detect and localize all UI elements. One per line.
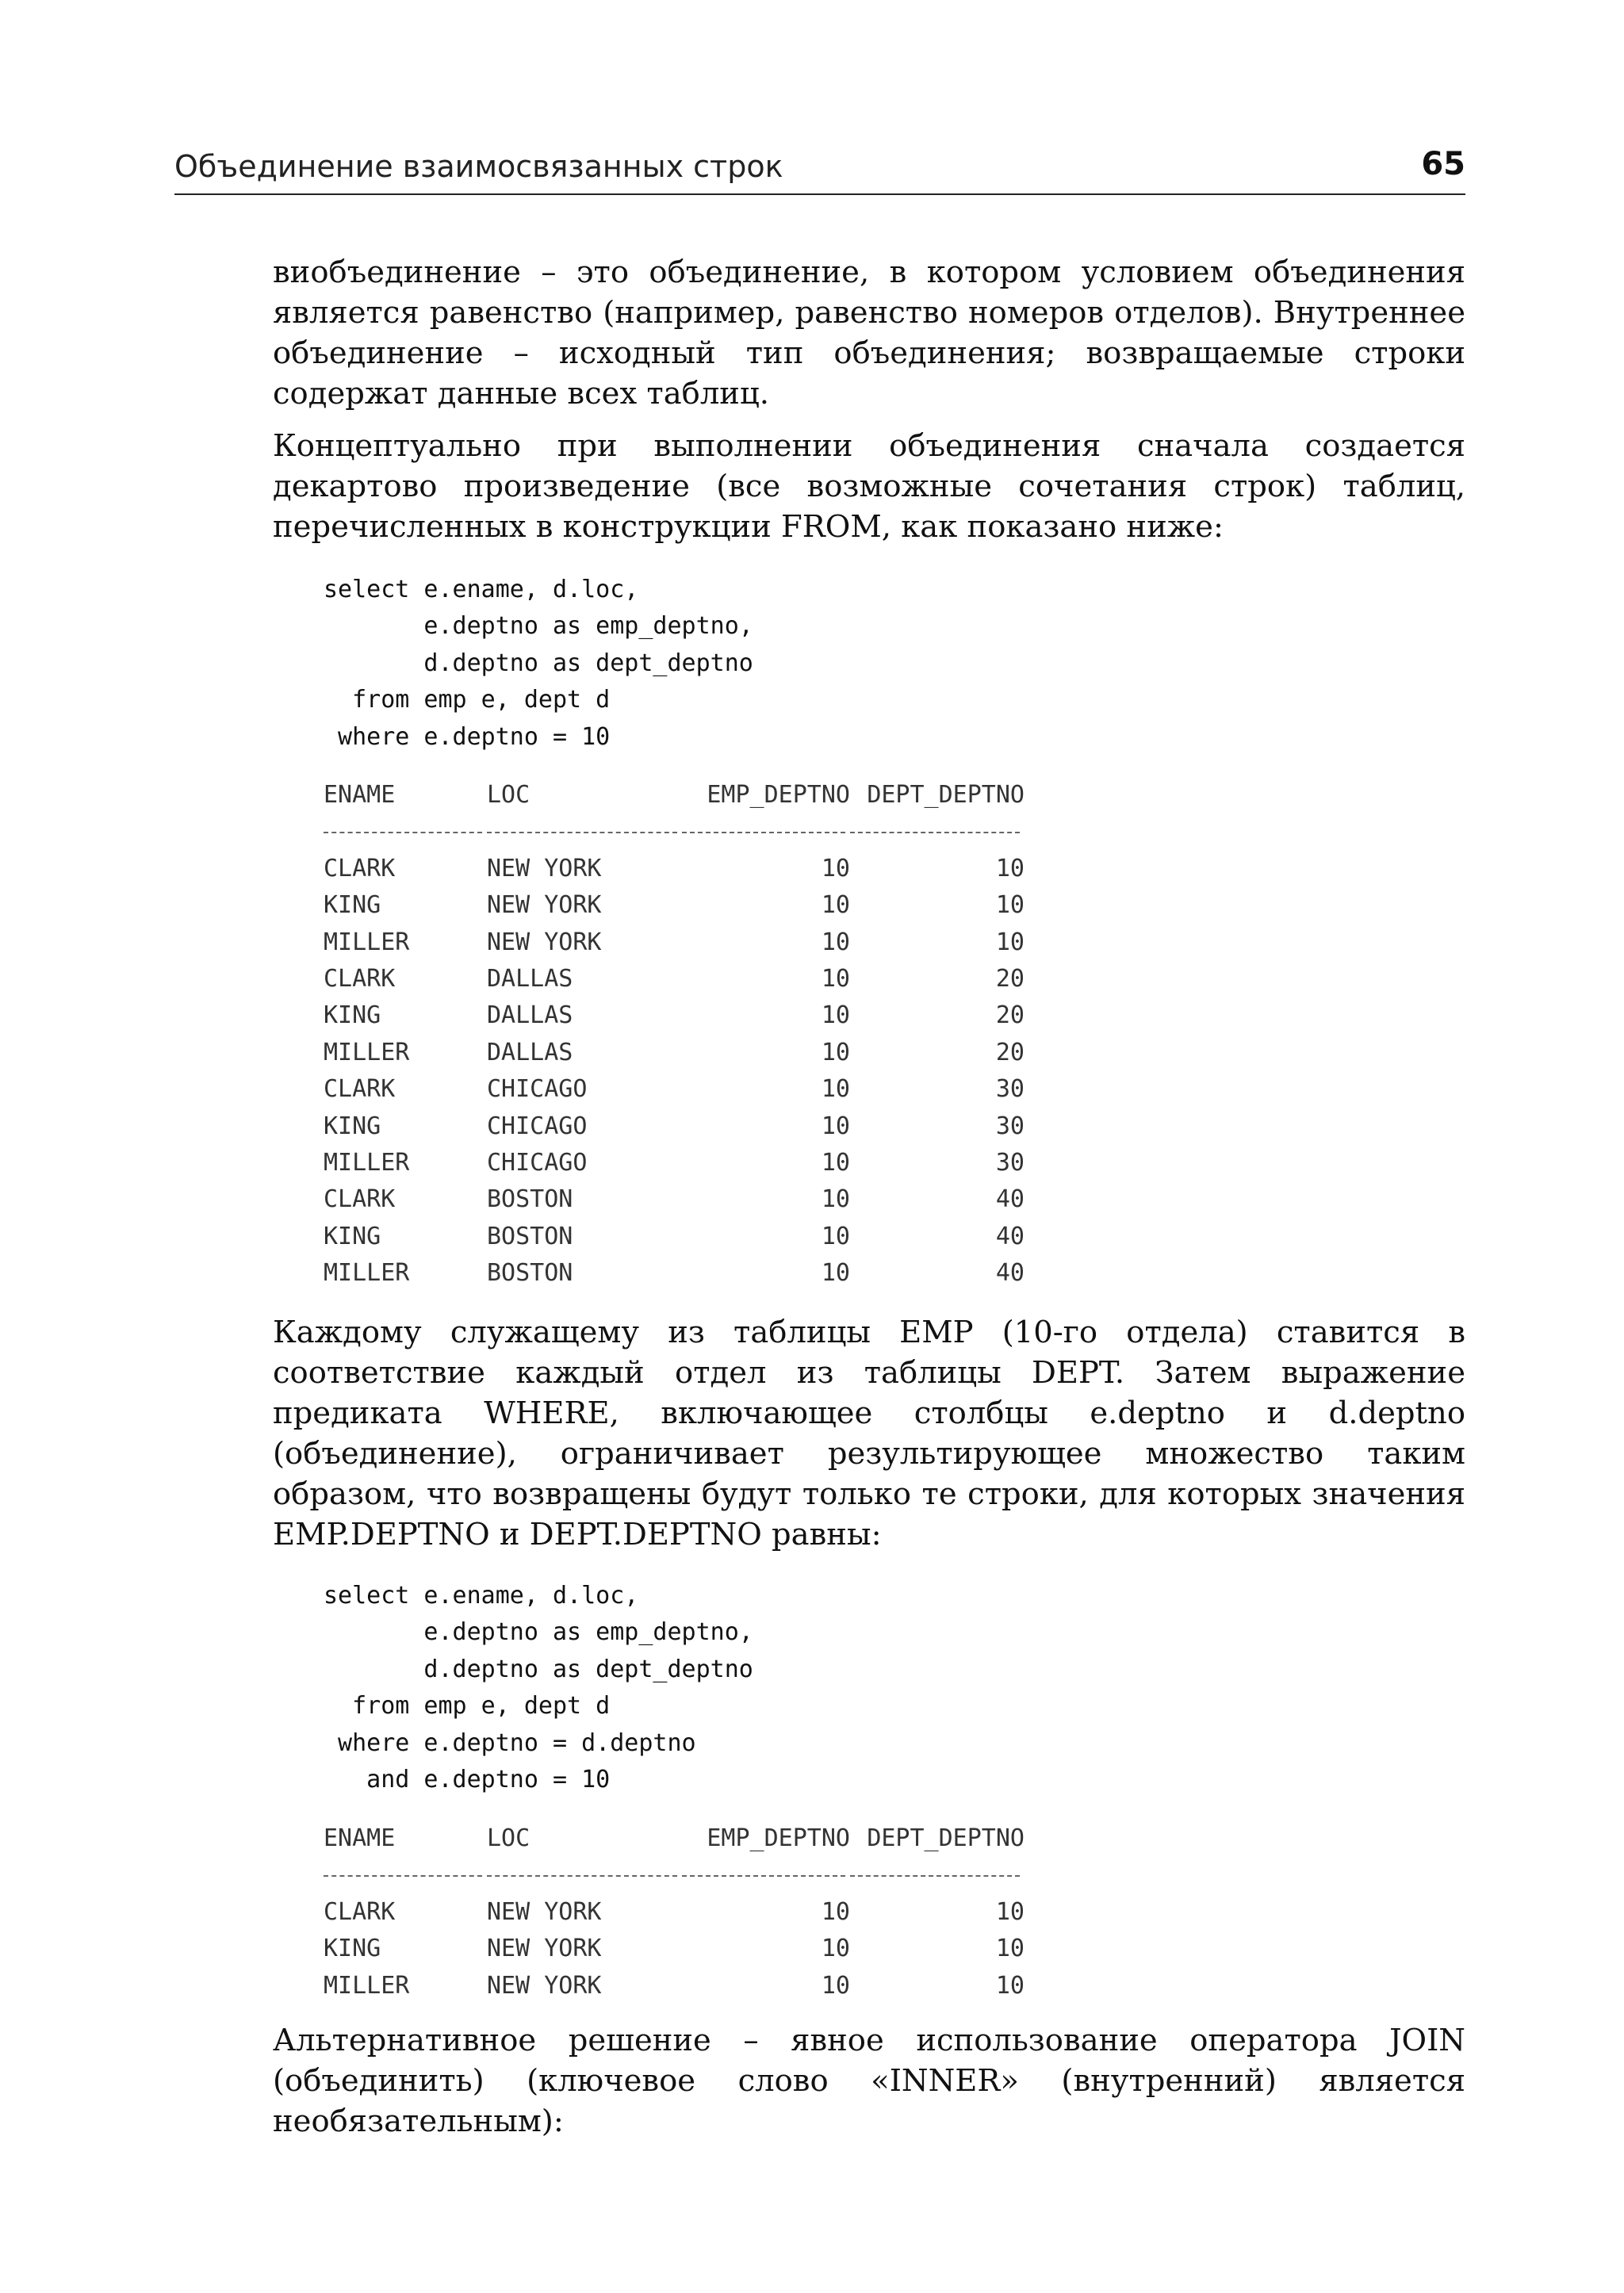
cell-emp-deptno: 10 xyxy=(821,1038,850,1066)
page-number: 65 xyxy=(1421,146,1465,182)
cell-dept-deptno: 40 xyxy=(995,1259,1025,1288)
cell-dept-deptno: 40 xyxy=(995,1185,1025,1214)
cell-dept-deptno: 10 xyxy=(995,854,1025,882)
cell-emp-deptno: 10 xyxy=(821,1075,850,1104)
cell-emp-deptno: 10 xyxy=(821,1222,850,1250)
cell-ename: KING xyxy=(324,1935,381,1963)
cell-loc: DALLAS xyxy=(487,1038,573,1066)
result-table-1 xyxy=(324,777,1025,1292)
cell-dept-deptno: 30 xyxy=(995,1075,1025,1104)
cell-loc: CHICAGO xyxy=(487,1149,588,1177)
cell-ename: CLARK xyxy=(324,854,396,882)
table-row xyxy=(324,1071,1025,1108)
cell-dept-deptno: 10 xyxy=(995,1935,1025,1963)
column-header-loc: LOC xyxy=(487,1824,530,1852)
cell-loc: CHICAGO xyxy=(487,1075,588,1104)
table-row xyxy=(324,997,1025,1034)
cell-emp-deptno: 10 xyxy=(821,928,850,956)
separator-row xyxy=(324,813,1025,850)
cell-loc: NEW YORK xyxy=(487,1971,602,2000)
table-row xyxy=(324,1219,1025,1255)
cell-dept-deptno: 20 xyxy=(995,965,1025,993)
cell-ename: MILLER xyxy=(324,1149,410,1177)
cell-loc: BOSTON xyxy=(487,1222,573,1250)
column-header-loc: LOC xyxy=(487,781,530,809)
cell-loc: NEW YORK xyxy=(487,928,602,956)
cell-dept-deptno: 30 xyxy=(995,1149,1025,1177)
cell-loc: NEW YORK xyxy=(487,854,602,882)
table-row xyxy=(324,924,1025,961)
cell-loc: NEW YORK xyxy=(487,1897,602,1926)
cell-dept-deptno: 10 xyxy=(995,891,1025,920)
cell-dept-deptno: 20 xyxy=(995,1001,1025,1030)
result-table-2 xyxy=(324,1820,1025,2004)
code-block-1: select e.ename, d.loc, e.deptno as emp_deptno, d.deptno as dept_deptno from emp e, dept d where e.deptno = 10 xyxy=(324,576,753,751)
cell-emp-deptno: 10 xyxy=(821,891,850,920)
column-header-ename: ENAME xyxy=(324,1824,396,1852)
paragraph-3: Каждому служащему из таблицы EMP (10-го отдела) ставится в соответствие каждый отдел из таблицы DEPT. Затем выражение предиката WHERE, включающее столбцы e.deptno и d.deptno (объединение), ограничивает результирующее множество таким образом, что возвращены будут только те строки, для которых значения EMP.DEPTNO и DEPT.DEPTNO равны: xyxy=(273,1315,1465,1552)
table-row xyxy=(324,887,1025,924)
table-row xyxy=(324,1255,1025,1292)
cell-emp-deptno: 10 xyxy=(821,1935,850,1963)
result-table-header xyxy=(324,777,1025,813)
cell-loc: NEW YORK xyxy=(487,891,602,920)
separator-row xyxy=(324,1857,1025,1893)
cell-ename: MILLER xyxy=(324,1038,410,1066)
cell-ename: KING xyxy=(324,1001,381,1030)
cell-ename: CLARK xyxy=(324,965,396,993)
table-row xyxy=(324,1145,1025,1181)
cell-ename: MILLER xyxy=(324,928,410,956)
cell-emp-deptno: 10 xyxy=(821,854,850,882)
table-row xyxy=(324,1035,1025,1071)
cell-dept-deptno: 30 xyxy=(995,1112,1025,1140)
cell-emp-deptno: 10 xyxy=(821,1185,850,1214)
cell-ename: KING xyxy=(324,891,381,920)
cell-ename: CLARK xyxy=(324,1897,396,1926)
cell-ename: KING xyxy=(324,1112,381,1140)
table-row xyxy=(324,851,1025,887)
cell-emp-deptno: 10 xyxy=(821,1149,850,1177)
column-header-emp-deptno: EMP_DEPTNO xyxy=(707,781,850,809)
table-row xyxy=(324,1968,1025,2004)
paragraph-2: Концептуально при выполнении объединения сначала создается декартово произведение (все возможные сочетания строк) таблиц, перечисленных в конструкции FROM, как показано ниже: xyxy=(273,428,1465,545)
cell-dept-deptno: 10 xyxy=(995,928,1025,956)
column-header-emp-deptno: EMP_DEPTNO xyxy=(707,1824,850,1852)
cell-emp-deptno: 10 xyxy=(821,1971,850,2000)
cell-dept-deptno: 40 xyxy=(995,1222,1025,1250)
cell-emp-deptno: 10 xyxy=(821,1001,850,1030)
cell-emp-deptno: 10 xyxy=(821,965,850,993)
cell-ename: MILLER xyxy=(324,1259,410,1288)
cell-emp-deptno: 10 xyxy=(821,1112,850,1140)
cell-dept-deptno: 20 xyxy=(995,1038,1025,1066)
cell-loc: CHICAGO xyxy=(487,1112,588,1140)
result-table-header xyxy=(324,1820,1025,1857)
cell-emp-deptno: 10 xyxy=(821,1897,850,1926)
column-header-ename: ENAME xyxy=(324,781,396,809)
cell-emp-deptno: 10 xyxy=(821,1259,850,1288)
running-title: Объединение взаимосвязанных строк xyxy=(174,149,783,184)
table-row xyxy=(324,1931,1025,1967)
table-row xyxy=(324,1181,1025,1218)
cell-ename: KING xyxy=(324,1222,381,1250)
code-block-2: select e.ename, d.loc, e.deptno as emp_deptno, d.deptno as dept_deptno from emp e, dept d where e.deptno = d.deptno and e.deptno = 10 xyxy=(324,1582,753,1794)
cell-ename: CLARK xyxy=(324,1185,396,1214)
paragraph-1: виобъединение – это объединение, в котором условием объединения является равенство (например, равенство номеров отделов). Внутреннее объединение – исходный тип объединения; возвращаемые строки содержат данные всех таблиц. xyxy=(273,255,1465,412)
paragraph-4: Альтернативное решение – явное использование оператора JOIN (объединить) (ключевое слово «INNER» (внутренний) является необязательным): xyxy=(273,2023,1465,2139)
cell-ename: MILLER xyxy=(324,1971,410,2000)
cell-loc: DALLAS xyxy=(487,965,573,993)
cell-loc: BOSTON xyxy=(487,1185,573,1214)
cell-loc: DALLAS xyxy=(487,1001,573,1030)
cell-dept-deptno: 10 xyxy=(995,1971,1025,2000)
cell-dept-deptno: 10 xyxy=(995,1897,1025,1926)
table-row xyxy=(324,1894,1025,1931)
column-header-dept-deptno: DEPT_DEPTNO xyxy=(867,781,1025,809)
cell-loc: BOSTON xyxy=(487,1259,573,1288)
column-header-dept-deptno: DEPT_DEPTNO xyxy=(867,1824,1025,1852)
table-row xyxy=(324,1108,1025,1145)
cell-ename: CLARK xyxy=(324,1075,396,1104)
table-row xyxy=(324,961,1025,997)
page-header xyxy=(174,146,1465,195)
cell-loc: NEW YORK xyxy=(487,1935,602,1963)
